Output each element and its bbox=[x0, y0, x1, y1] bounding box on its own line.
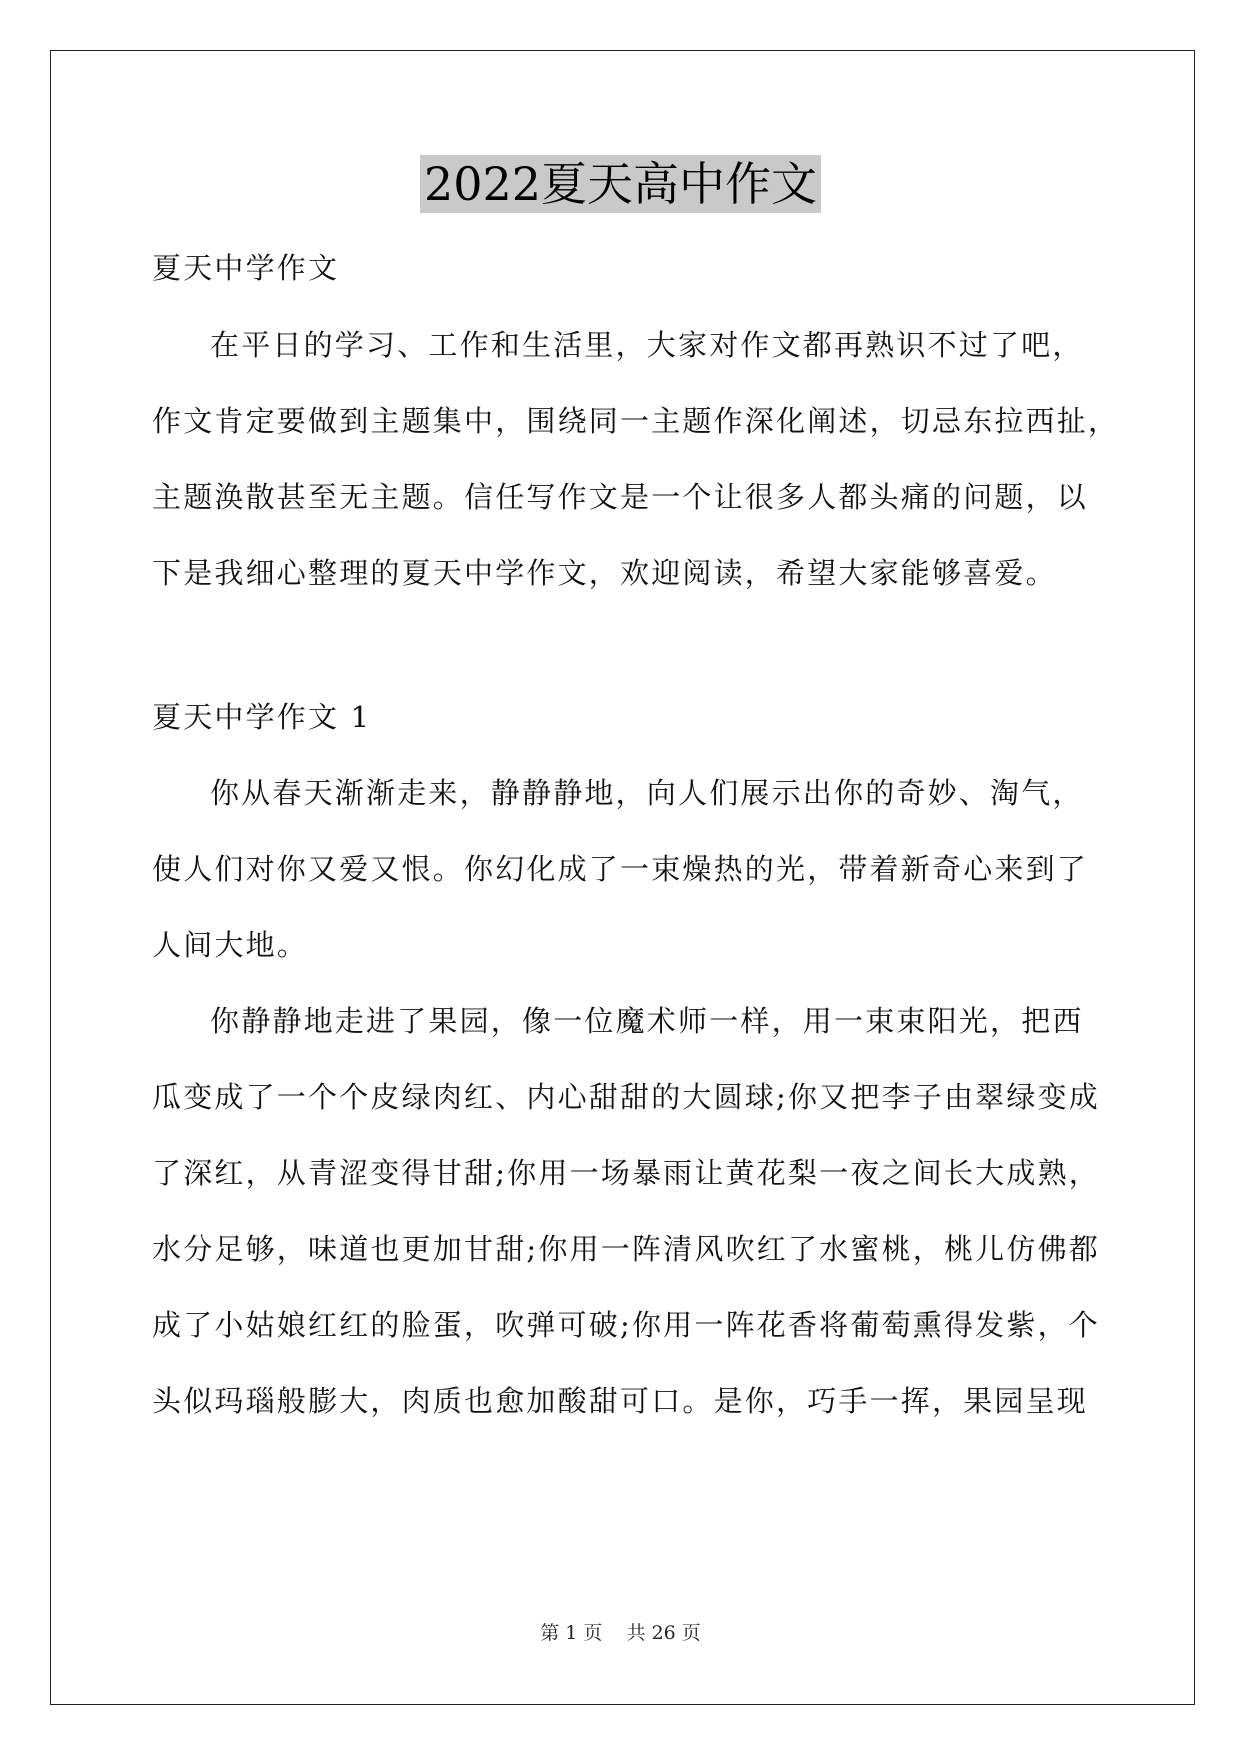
para2-line-4: 水分足够，味道也更加甘甜;你用一阵清风吹红了水蜜桃，桃儿仿佛都 bbox=[152, 1232, 1100, 1266]
page-number: 第 1 页 bbox=[540, 1622, 603, 1644]
intro-line-4: 下是我细心整理的夏天中学作文，欢迎阅读，希望大家能够喜爱。 bbox=[152, 556, 1057, 590]
para1-line-1: 你从春天渐渐走来，静静静地，向人们展示出你的奇妙、淘气， bbox=[210, 776, 1084, 810]
intro-line-3: 主题涣散甚至无主题。信任写作文是一个让很多人都头痛的问题，以 bbox=[152, 480, 1089, 514]
page-total: 共 26 页 bbox=[626, 1622, 701, 1644]
para2-line-2: 瓜变成了一个个皮绿肉红、内心甜甜的大圆球;你又把李子由翠绿变成 bbox=[152, 1080, 1100, 1114]
para1-line-2: 使人们对你又爱又恨。你幻化成了一束燥热的光，带着新奇心来到了 bbox=[152, 852, 1089, 886]
document-title: 2022夏天高中作文 bbox=[420, 155, 821, 213]
para2-line-6: 头似玛瑙般膨大，肉质也愈加酸甜可口。是你，巧手一挥，果园呈现 bbox=[152, 1384, 1089, 1418]
para1-line-3: 人间大地。 bbox=[152, 928, 309, 962]
para2-line-1: 你静静地走进了果园，像一位魔术师一样，用一束束阳光，把西 bbox=[210, 1004, 1084, 1038]
title-container bbox=[0, 155, 1241, 213]
para2-line-3: 了深红，从青涩变得甘甜;你用一场暴雨让黄花梨一夜之间长大成熟， bbox=[152, 1156, 1100, 1190]
intro-heading: 夏天中学作文 bbox=[152, 251, 340, 285]
intro-line-2: 作文肯定要做到主题集中，围绕同一主题作深化阐述，切忌东拉西扯， bbox=[152, 404, 1120, 438]
para2-line-5: 成了小姑娘红红的脸蛋，吹弹可破;你用一阵花香将葡萄熏得发紫，个 bbox=[152, 1308, 1100, 1342]
intro-line-1: 在平日的学习、工作和生活里，大家对作文都再熟识不过了吧， bbox=[210, 328, 1084, 362]
page-footer bbox=[0, 1618, 1241, 1645]
section1-heading: 夏天中学作文 1 bbox=[152, 700, 372, 734]
